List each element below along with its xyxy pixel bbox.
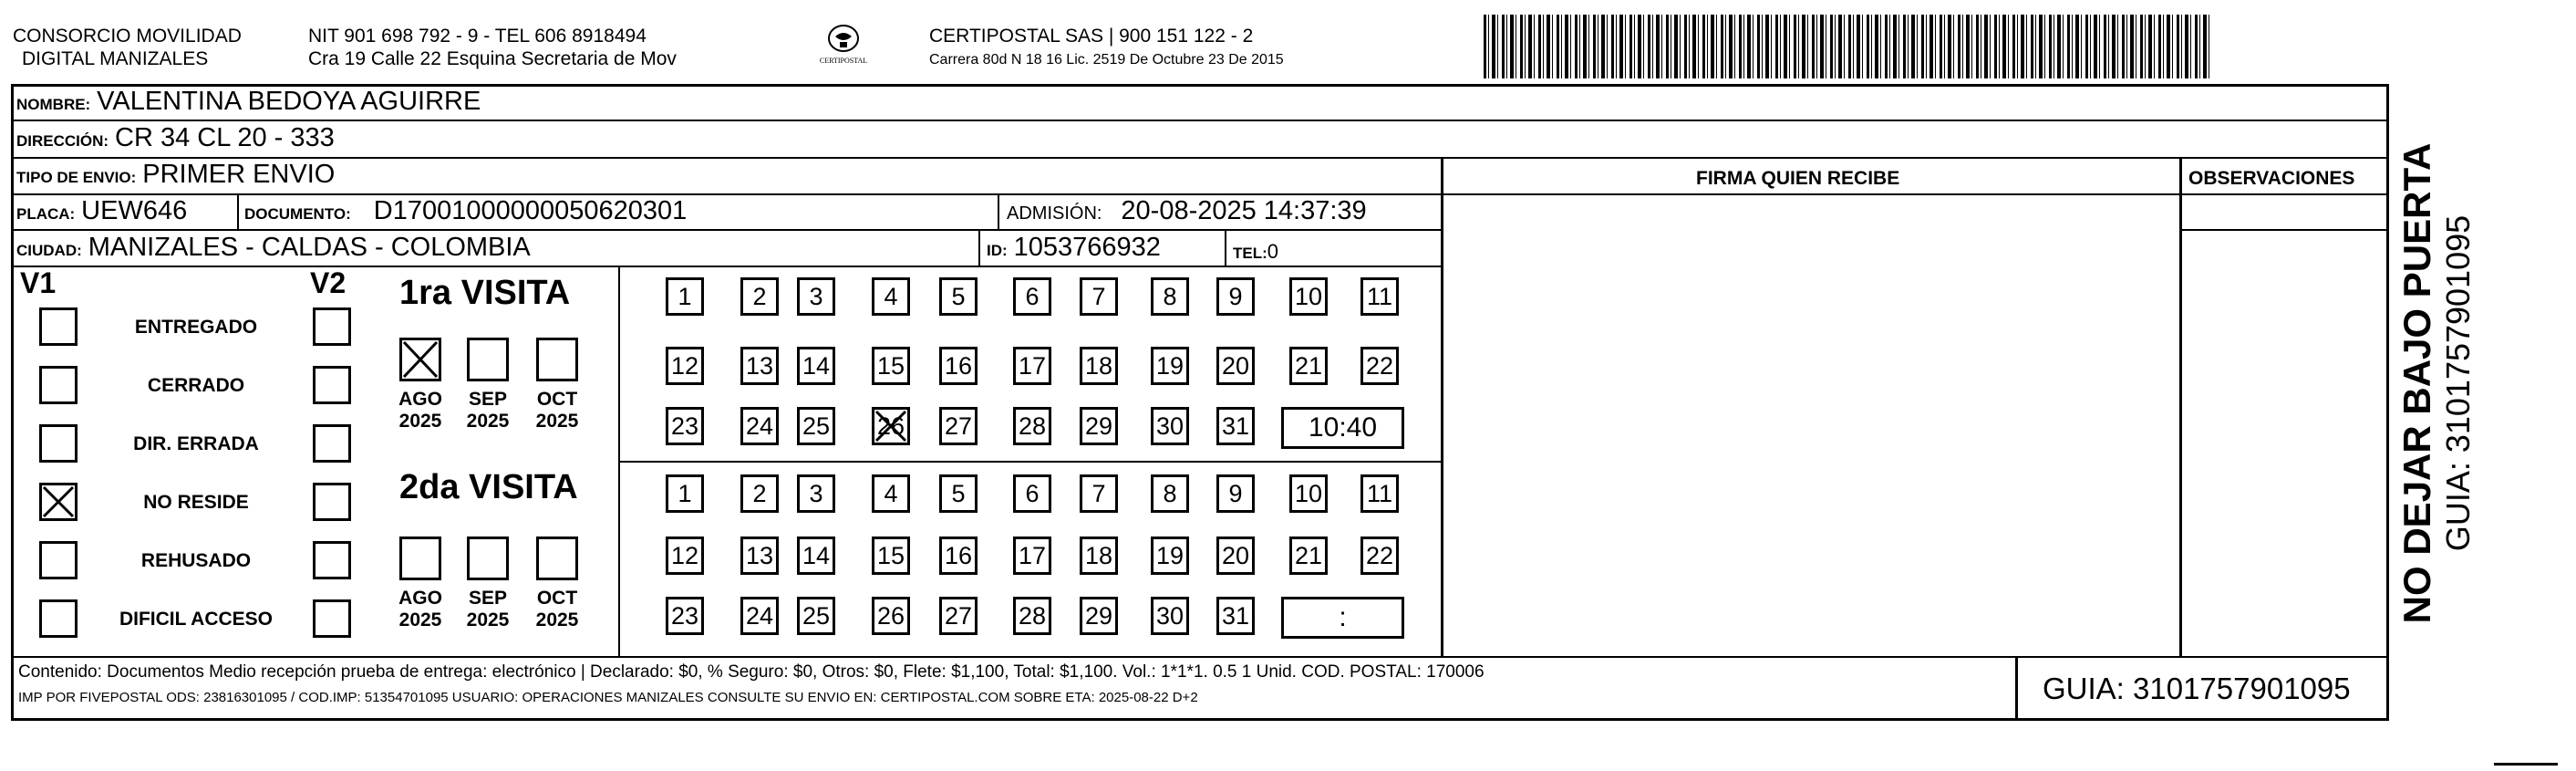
second-visit-day-14[interactable]: 14 — [797, 537, 835, 575]
second-visit-month-box-oct[interactable] — [536, 537, 578, 580]
status-label-no-reside: NO RESIDE — [143, 492, 249, 513]
first-visit-day-12[interactable]: 12 — [666, 347, 704, 385]
scan-mark — [2494, 763, 2558, 766]
id-value: 1053766932 — [1013, 233, 1161, 262]
row-line-3 — [11, 193, 2389, 195]
month-name: OCT — [536, 389, 578, 410]
second-visit-day-15[interactable]: 15 — [872, 537, 910, 575]
v2-checkbox-rehusado[interactable] — [313, 541, 351, 579]
check-mark-icon — [874, 410, 907, 443]
first-visit-month-box-sep[interactable] — [467, 338, 509, 381]
first-visit-day-4[interactable]: 4 — [872, 277, 910, 316]
tel-label: TEL: — [1233, 245, 1267, 262]
row-line-4b — [2179, 229, 2389, 231]
company-name-line1: CONSORCIO MOVILIDAD — [13, 26, 242, 47]
address-line: Cra 19 Calle 22 Esquina Secretaria de Mov — [308, 48, 677, 69]
second-visit-day-26[interactable]: 26 — [872, 597, 910, 635]
second-visit-time-box[interactable]: : — [1281, 597, 1404, 639]
grid-left-line — [11, 84, 14, 721]
first-visit-day-5[interactable]: 5 — [939, 277, 978, 316]
month-year: 2025 — [466, 610, 510, 630]
tel-cell — [1233, 238, 1278, 266]
second-visit-day-27[interactable]: 27 — [939, 597, 978, 635]
second-visit-day-31[interactable]: 31 — [1216, 597, 1255, 635]
tel-value: 0 — [1267, 240, 1279, 263]
v1-checkbox-no-reside[interactable] — [39, 483, 78, 521]
second-visit-day-6[interactable]: 6 — [1013, 474, 1051, 513]
address-value: CR 34 CL 20 - 333 — [115, 123, 335, 152]
plate-label: PLACA: — [16, 205, 76, 223]
second-visit-month-label-sep — [456, 588, 520, 631]
first-visit-day-25[interactable]: 25 — [797, 407, 835, 445]
v2-checkbox-dir-errada[interactable] — [313, 424, 351, 463]
col-line-admission — [998, 193, 999, 230]
second-visit-day-22[interactable]: 22 — [1360, 537, 1399, 575]
second-visit-day-11[interactable]: 11 — [1360, 474, 1399, 513]
v1-checkbox-cerrado[interactable] — [39, 366, 78, 404]
v2-label: V2 — [310, 266, 347, 299]
second-visit-day-20[interactable]: 20 — [1216, 537, 1255, 575]
v1-checkbox-dificil-acceso[interactable] — [39, 599, 78, 638]
second-visit-day-19[interactable]: 19 — [1151, 537, 1189, 575]
col-line-tel — [1225, 229, 1226, 267]
second-visit-day-13[interactable]: 13 — [740, 537, 779, 575]
second-visit-day-16[interactable]: 16 — [939, 537, 978, 575]
month-year: 2025 — [535, 610, 579, 630]
document-value: D17001000000050620301 — [373, 196, 688, 225]
type-value: PRIMER ENVIO — [142, 160, 336, 189]
first-visit-day-20[interactable]: 20 — [1216, 347, 1255, 385]
second-visit-day-25[interactable]: 25 — [797, 597, 835, 635]
first-visit-day-11[interactable]: 11 — [1360, 277, 1399, 316]
document-label: DOCUMENTO: — [244, 205, 351, 223]
v1-checkbox-entregado[interactable] — [39, 307, 78, 346]
second-visit-month-box-sep[interactable] — [467, 537, 509, 580]
v2-checkbox-no-reside[interactable] — [313, 483, 351, 521]
second-visit-title: 2da VISITA — [399, 468, 578, 506]
first-visit-month-label-ago — [388, 389, 452, 432]
row-line-4 — [11, 229, 1443, 231]
v1-label: V1 — [20, 266, 57, 299]
month-year: 2025 — [398, 610, 442, 630]
row-line-2 — [11, 157, 2389, 159]
certipostal-logo — [812, 20, 875, 76]
first-visit-day-1[interactable]: 1 — [666, 277, 704, 316]
barcode — [1484, 15, 2210, 78]
col-line-id — [978, 229, 980, 267]
first-visit-day-18[interactable]: 18 — [1080, 347, 1118, 385]
admission-cell — [1007, 198, 1367, 226]
month-year: 2025 — [466, 411, 510, 432]
second-visit-day-3[interactable]: 3 — [797, 474, 835, 513]
second-visit-day-9[interactable]: 9 — [1216, 474, 1255, 513]
second-visit-day-12[interactable]: 12 — [666, 537, 704, 575]
status-label-rehusado: REHUSADO — [140, 550, 252, 571]
status-label-dificil-acceso: DIFICIL ACCESO — [119, 609, 273, 630]
first-visit-day-16[interactable]: 16 — [939, 347, 978, 385]
address-row — [16, 125, 335, 154]
first-visit-day-17[interactable]: 17 — [1013, 347, 1051, 385]
first-visit-day-10[interactable]: 10 — [1289, 277, 1328, 316]
second-visit-day-24[interactable]: 24 — [740, 597, 779, 635]
city-cell — [16, 234, 531, 264]
col-line-observations — [2179, 159, 2182, 658]
first-visit-day-8[interactable]: 8 — [1151, 277, 1189, 316]
v2-checkbox-dificil-acceso[interactable] — [313, 599, 351, 638]
second-visit-day-18[interactable]: 18 — [1080, 537, 1118, 575]
second-visit-month-label-oct — [525, 588, 589, 631]
first-visit-day-3[interactable]: 3 — [797, 277, 835, 316]
second-visit-day-30[interactable]: 30 — [1151, 597, 1189, 635]
city-value: MANIZALES - CALDAS - COLOMBIA — [88, 233, 531, 262]
month-name: AGO — [398, 588, 442, 609]
status-label-entregado: ENTREGADO — [134, 317, 258, 338]
document-cell — [244, 198, 687, 227]
first-visit-day-29[interactable]: 29 — [1080, 407, 1118, 445]
second-visit-day-23[interactable]: 23 — [666, 597, 704, 635]
second-visit-day-29[interactable]: 29 — [1080, 597, 1118, 635]
first-visit-day-21[interactable]: 21 — [1289, 347, 1328, 385]
id-cell — [987, 234, 1161, 264]
first-visit-month-box-oct[interactable] — [536, 338, 578, 381]
second-visit-day-1[interactable]: 1 — [666, 474, 704, 513]
first-visit-day-7[interactable]: 7 — [1080, 277, 1118, 316]
first-visit-month-label-oct — [525, 389, 589, 432]
first-visit-month-box-ago[interactable] — [399, 338, 441, 381]
row-line-1 — [11, 120, 2389, 121]
check-mark-icon — [42, 485, 75, 518]
city-label: CIUDAD: — [16, 242, 82, 259]
month-year: 2025 — [535, 411, 579, 432]
check-mark-icon — [402, 340, 439, 379]
visit-divider — [618, 461, 1443, 463]
month-name: SEP — [468, 588, 508, 609]
first-visit-day-15[interactable]: 15 — [872, 347, 910, 385]
name-value: VALENTINA BEDOYA AGUIRRE — [97, 87, 481, 116]
first-visit-day-30[interactable]: 30 — [1151, 407, 1189, 445]
name-label: NOMBRE: — [16, 96, 91, 113]
certipostal-line1: CERTIPOSTAL SAS | 900 151 122 - 2 — [929, 26, 1254, 47]
second-visit-day-2[interactable]: 2 — [740, 474, 779, 513]
status-label-dir-errada: DIR. ERRADA — [133, 433, 259, 454]
first-visit-day-9[interactable]: 9 — [1216, 277, 1255, 316]
second-visit-day-17[interactable]: 17 — [1013, 537, 1051, 575]
name-row — [16, 89, 481, 118]
first-visit-title: 1ra VISITA — [399, 274, 571, 312]
footer-content-line: Contenido: Documentos Medio recepción prueba de entrega: electrónico | Declarado: $0, % Seguro: $0, Otros: $0, Flete: $1,100, Total: $1,100. Vol.: 1*1*1. 0.5 1 Unid. COD. POSTAL: 170006 — [18, 662, 1485, 682]
month-name: AGO — [398, 389, 442, 410]
col-line-visits — [618, 267, 620, 658]
signature-header: FIRMA QUIEN RECIBE — [1696, 168, 1900, 189]
second-visit-month-box-ago[interactable] — [399, 537, 441, 580]
company-name-line2: DIGITAL MANIZALES — [22, 48, 209, 69]
first-visit-day-2[interactable]: 2 — [740, 277, 779, 316]
admission-value: 20-08-2025 14:37:39 — [1121, 196, 1367, 225]
col-line-footer-guia — [2015, 656, 2018, 721]
month-name: OCT — [536, 588, 578, 609]
id-label: ID: — [987, 242, 1008, 259]
first-visit-day-31[interactable]: 31 — [1216, 407, 1255, 445]
v1-checkbox-dir-errada[interactable] — [39, 424, 78, 463]
plate-value: UEW646 — [81, 196, 188, 225]
nit-line: NIT 901 698 792 - 9 - TEL 606 8918494 — [308, 26, 647, 47]
first-visit-day-24[interactable]: 24 — [740, 407, 779, 445]
observations-header: OBSERVACIONES — [2188, 168, 2355, 189]
col-line-plate — [237, 193, 239, 230]
first-visit-day-28[interactable]: 28 — [1013, 407, 1051, 445]
v1-checkbox-rehusado[interactable] — [39, 541, 78, 579]
second-visit-day-5[interactable]: 5 — [939, 474, 978, 513]
admission-label: ADMISIÓN: — [1007, 203, 1102, 224]
status-label-cerrado: CERRADO — [147, 375, 245, 396]
no-slip-under-door-warning: NO DEJAR BAJO PUERTA — [2395, 142, 2438, 624]
logo-text: CERTIPOSTAL — [819, 57, 868, 65]
second-visit-day-28[interactable]: 28 — [1013, 597, 1051, 635]
first-visit-time-box[interactable]: 10:40 — [1281, 407, 1404, 449]
first-visit-day-27[interactable]: 27 — [939, 407, 978, 445]
first-visit-day-14[interactable]: 14 — [797, 347, 835, 385]
second-visit-day-8[interactable]: 8 — [1151, 474, 1189, 513]
month-name: SEP — [468, 389, 508, 410]
first-visit-day-22[interactable]: 22 — [1360, 347, 1399, 385]
second-visit-day-7[interactable]: 7 — [1080, 474, 1118, 513]
second-visit-month-label-ago — [388, 588, 452, 631]
v2-checkbox-entregado[interactable] — [313, 307, 351, 346]
address-label: DIRECCIÓN: — [16, 132, 109, 150]
second-visit-day-4[interactable]: 4 — [872, 474, 910, 513]
footer-print-line: IMP POR FIVEPOSTAL ODS: 23816301095 / COD.IMP: 51354701095 USUARIO: OPERACIONES MANIZALES CONSULTE SU ENVIO EN: CERTIPOSTAL.COM SOBRE ETA: 2025-08-22 D+2 — [18, 690, 1198, 705]
grid-bottom-line — [11, 718, 2389, 721]
row-line-5 — [11, 266, 1443, 267]
second-visit-day-21[interactable]: 21 — [1289, 537, 1328, 575]
first-visit-day-13[interactable]: 13 — [740, 347, 779, 385]
second-visit-day-10[interactable]: 10 — [1289, 474, 1328, 513]
first-visit-day-26[interactable]: 26 — [872, 407, 910, 445]
grid-right-line — [2386, 84, 2389, 721]
plate-cell — [16, 198, 187, 227]
first-visit-day-6[interactable]: 6 — [1013, 277, 1051, 316]
side-guia: GUIA: 3101757901095 — [2439, 214, 2477, 552]
month-year: 2025 — [398, 411, 442, 432]
row-line-footer — [11, 656, 2389, 658]
type-row — [16, 161, 335, 191]
first-visit-day-19[interactable]: 19 — [1151, 347, 1189, 385]
certipostal-line2: Carrera 80d N 18 16 Lic. 2519 De Octubre 23 De 2015 — [929, 52, 1284, 68]
col-line-signature — [1441, 159, 1443, 658]
first-visit-month-label-sep — [456, 389, 520, 432]
footer-guia: GUIA: 3101757901095 — [2043, 672, 2351, 705]
type-label: TIPO DE ENVIO: — [16, 169, 137, 186]
first-visit-day-23[interactable]: 23 — [666, 407, 704, 445]
v2-checkbox-cerrado[interactable] — [313, 366, 351, 404]
